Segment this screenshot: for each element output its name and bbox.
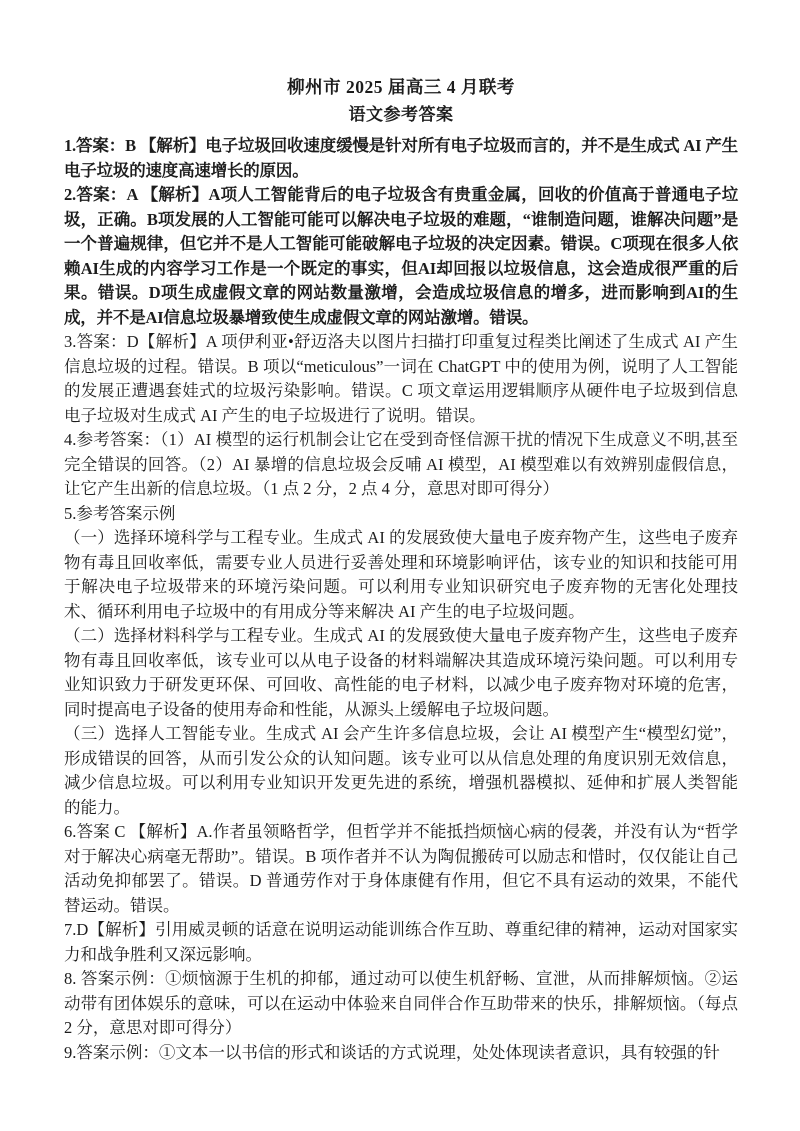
answer-paragraph: 5.参考答案示例 — [64, 503, 176, 523]
answer-paragraph: 1.答案：B 【解析】电子垃圾回收速度缓慢是针对所有电子垃圾而言的，并不是生成式 AI 产生电子垃圾的速度高速增长的原因。 — [64, 136, 738, 180]
document-subtitle: 语文参考答案 — [348, 105, 454, 124]
answer-paragraph: （一）选择环境科学与工程专业。生成式 AI 的发展致使大量电子废弃物产生，这些电子废弃物有毒且回收率低，需要专业人员进行妥善处理和环境影响评估，该专业的知识和技能可用于解决电子垃圾带来的环境污染问题。可以利用专业知识研究电子废弃物的无害化处理技术、循环利用电子垃圾中的有用成分等来解决 AI 产生的电子垃圾问题。 — [64, 528, 738, 621]
answer-paragraph: 3.答案：D【解析】A 项伊利亚•舒迈洛夫以图片扫描打印重复过程类比阐述了生成式 AI 产生信息垃圾的过程。错误。B 项以“meticulous”一词在 ChatGPT 中的使用为例，说明了人工智能的发展正遭遇套娃式的垃圾污染影响。错误。C 项文章运用逻辑顺序从硬件电子垃圾到信息电子垃圾对生成式 AI 产生的电子垃圾进行了说明。错误。 — [64, 332, 738, 425]
answer-paragraph: 4.参考答案：（1）AI 模型的运行机制会让它在受到奇怪信源干扰的情况下生成意义不明,甚至完全错误的回答。（2）AI 暴增的信息垃圾会反哺 AI 模型，AI 模型难以有效辨别虚假信息，让它产生出新的信息垃圾。（1 点 2 分，2 点 4 分，意思对即可得分） — [64, 430, 738, 498]
answer-paragraph: 6.答案 C 【解析】A.作者虽领略哲学，但哲学并不能抵挡烦恼心病的侵袭，并没有认为“哲学对于解决心病毫无帮助”。错误。B 项作者并不认为陶侃搬砖可以励志和惜时，仅仅能让自己活动免抑郁罢了。错误。D 普通劳作对于身体康健有作用，但它不具有运动的效果，不能代替运动。错误。 — [64, 822, 738, 915]
answer-paragraph: （二）选择材料科学与工程专业。生成式 AI 的发展致使大量电子废弃物产生，这些电子废弃物有毒且回收率低，该专业可以从电子设备的材料端解决其造成环境污染问题。可以利用专业知识致力于研发更环保、可回收、高性能的电子材料，以减少电子废弃物对环境的危害，同时提高电子设备的使用寿命和性能，从源头上缓解电子垃圾问题。 — [64, 626, 738, 719]
answer-paragraph: 9.答案示例：①文本一以书信的形式和谈话的方式说理，处处体现读者意识，具有较强的针 — [64, 1042, 720, 1062]
answer-paragraph: 8. 答案示例：①烦恼源于生机的抑郁，通过动可以使生机舒畅、宣泄，从而排解烦恼。②运动带有团体娱乐的意味，可以在运动中体验来自同伴合作互助带来的快乐，排解烦恼。（每点 2 分，意思对即可得分） — [64, 969, 738, 1037]
answer-list — [64, 134, 738, 1065]
answer-paragraph: 7.D【解析】引用威灵顿的话意在说明运动能训练合作互助、尊重纪律的精神，运动对国家实力和战争胜利又深远影响。 — [64, 920, 738, 964]
answer-paragraph: 2.答案：A 【解析】A项人工智能背后的电子垃圾含有贵重金属，回收的价值高于普通电子垃圾，正确。B项发展的人工智能可能可以解决电子垃圾的难题，“谁制造问题，谁解决问题”是一个普遍规律，但它并不是人工智能可能破解电子垃圾的决定因素。错误。C项现在很多人依赖AI生成的内容学习工作是一个既定的事实，但AI却回报以垃圾信息，这会造成很严重的后果。错误。D项生成虚假文章的网站数量激增，会造成垃圾信息的增多，进而影响到AI的生成，并不是AI信息垃圾暴增致使生成虚假文章的网站激增。错误。 — [64, 185, 738, 327]
document-title: 柳州市 2025 届高三 4 月联考 — [287, 77, 515, 97]
answer-paragraph: （三）选择人工智能专业。生成式 AI 会产生许多信息垃圾，会让 AI 模型产生“模型幻觉”，形成错误的回答，从而引发公众的认知问题。该专业可以从信息处理的角度识别无效信息，减少信息垃圾。可以利用专业知识开发更先进的系统，增强机器模拟、延伸和扩展人类智能的能力。 — [64, 724, 738, 817]
